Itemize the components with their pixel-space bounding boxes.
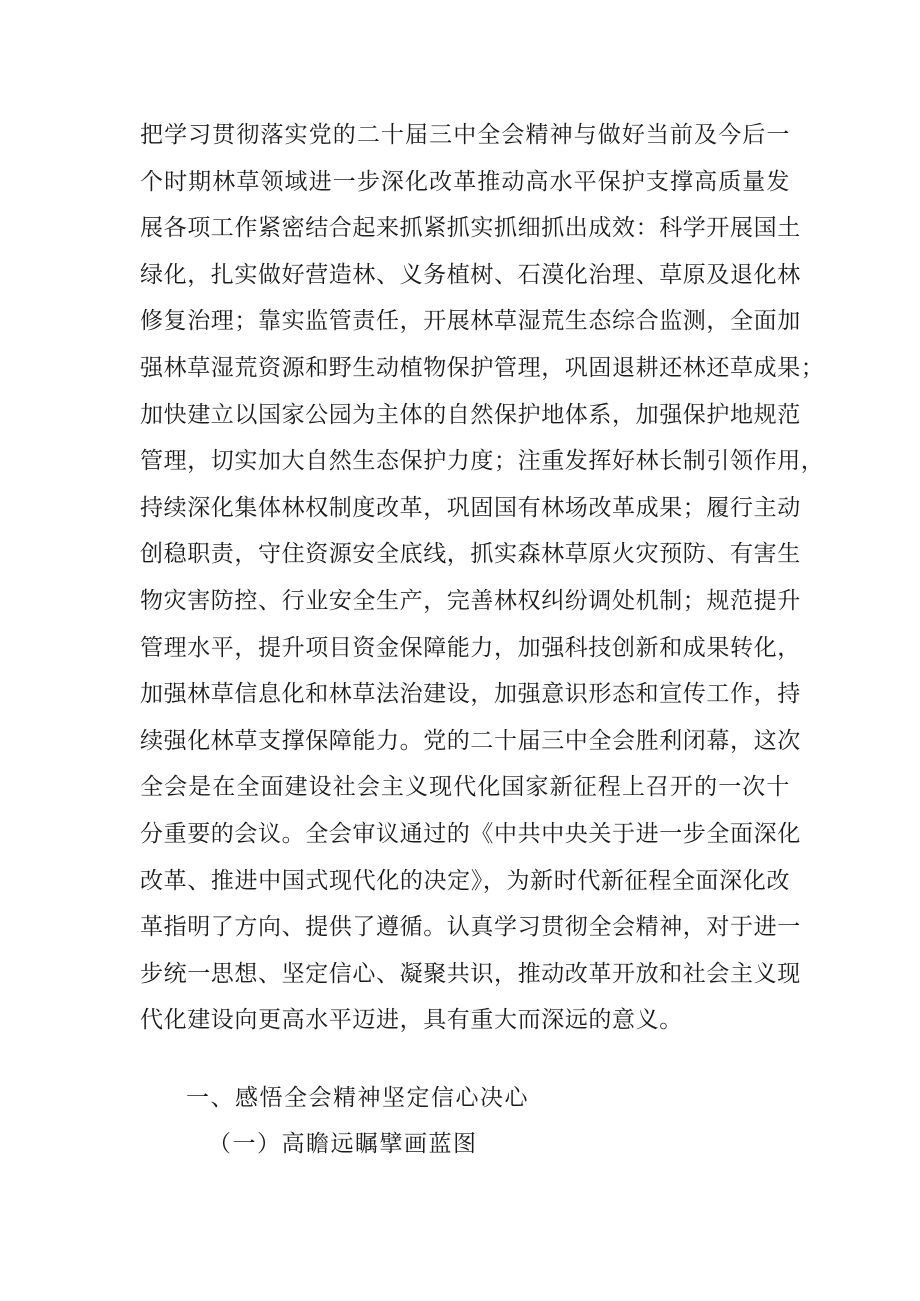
paragraph-line: 个时期林草领域进一步深化改革推动高水平保护支撑高质量发 (140, 168, 790, 195)
paragraph-line: 绿化，扎实做好营造林、义务植树、石漠化治理、草原及退化林 (140, 261, 801, 288)
paragraph-line: 步统一思想、坚定信心、凝聚共识，推动改革开放和社会主义现 (140, 960, 801, 987)
paragraph-line: 改革、推进中国式现代化的决定》，为新时代新征程全面深化改 (140, 867, 790, 894)
paragraph-line: 持续深化集体林权制度改革，巩固国有林场改革成果；履行主动 (140, 494, 801, 521)
paragraph-line: 加强林草信息化和林草法治建设，加强意识形态和宣传工作，持 (140, 681, 801, 708)
paragraph-line: 展各项工作紧密结合起来抓紧抓实抓细抓出成效：科学开展国土 (140, 215, 801, 242)
paragraph-line: 管理，切实加大自然生态保护力度；注重发挥好林长制引领作用， (140, 448, 825, 475)
paragraph-line: 强林草湿荒资源和野生动植物保护管理，巩固退耕还林还草成果； (140, 354, 825, 381)
paragraph-line: 加快建立以国家公园为主体的自然保护地体系，加强保护地规范 (140, 401, 801, 428)
body-paragraph (140, 112, 825, 1044)
paragraph-line: 物灾害防控、行业安全生产，完善林权纠纷调处机制；规范提升 (140, 587, 801, 614)
subsection-heading: （一）高瞻远瞩擘画蓝图 (208, 1131, 478, 1157)
section-heading: 一、感悟全会精神坚定信心决心 (186, 1085, 529, 1111)
paragraph-line: 续强化林草支撑保障能力。党的二十届三中全会胜利闭幕，这次 (140, 727, 801, 754)
paragraph-line: 分重要的会议。全会审议通过的《中共中央关于进一步全面深化 (140, 820, 801, 847)
paragraph-line: 革指明了方向、提供了遵循。认真学习贯彻全会精神，对于进一 (140, 914, 801, 941)
paragraph-line: 全会是在全面建设社会主义现代化国家新征程上召开的一次十 (140, 774, 790, 801)
paragraph-line: 创稳职责，守住资源安全底线，抓实森林草原火灾预防、有害生 (140, 541, 801, 568)
paragraph-line: 代化建设向更高水平迈进，具有重大而深远的意义。 (140, 1007, 683, 1034)
paragraph-line: 管理水平，提升项目资金保障能力，加强科技创新和成果转化， (140, 634, 801, 661)
paragraph-line: 把学习贯彻落实党的二十届三中全会精神与做好当前及今后一 (140, 122, 790, 148)
paragraph-line: 修复治理；靠实监管责任，开展林草湿荒生态综合监测，全面加 (140, 308, 801, 335)
